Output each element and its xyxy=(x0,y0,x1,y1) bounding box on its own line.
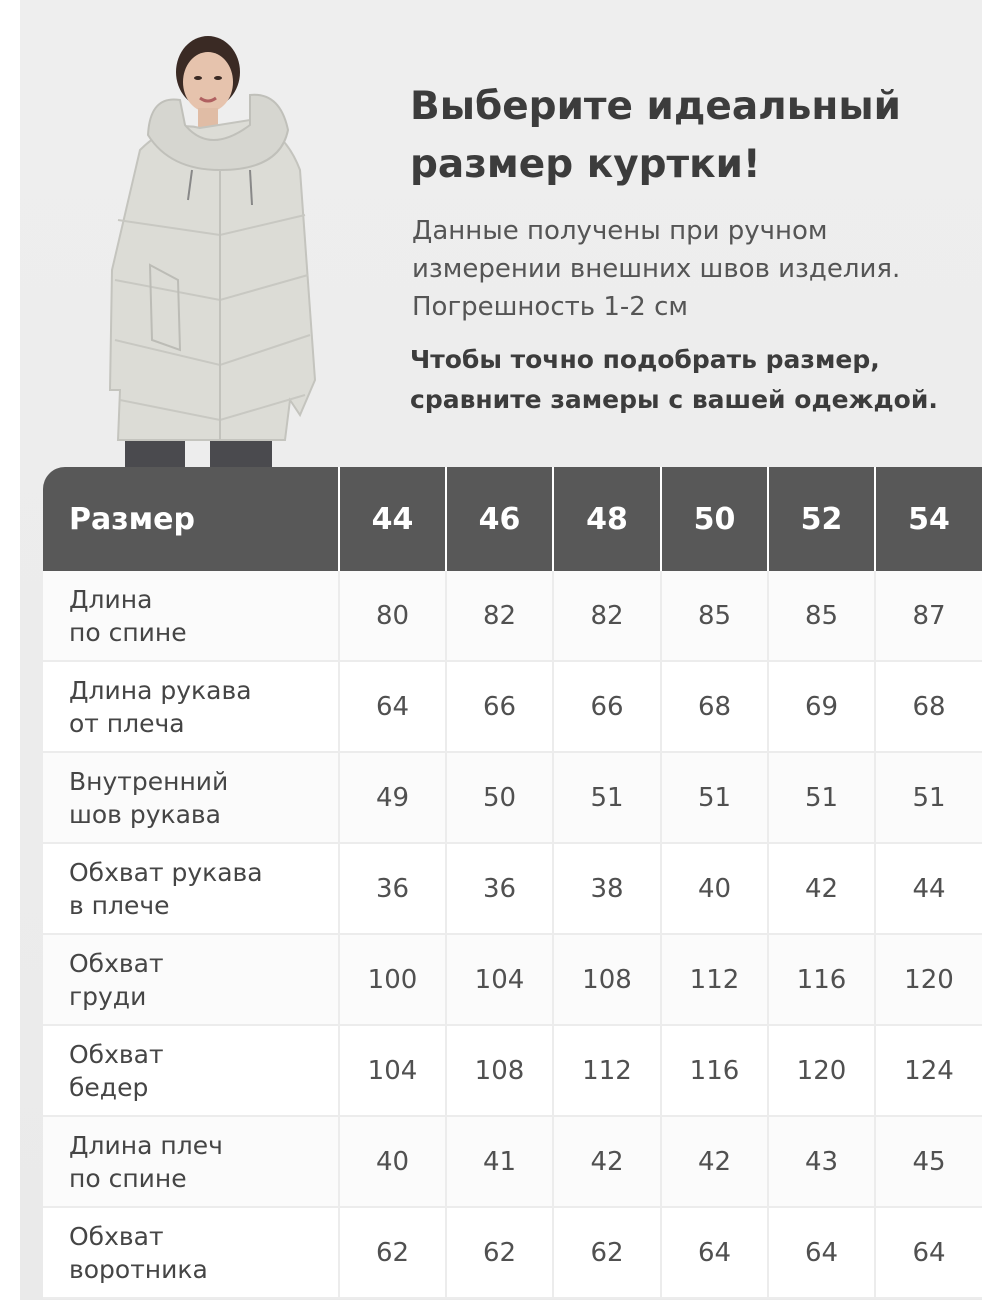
size-header-label: Размер xyxy=(43,467,339,571)
table-cell: 51 xyxy=(553,752,661,843)
table-cell: 51 xyxy=(768,752,875,843)
size-header-cell: 44 xyxy=(339,467,446,571)
table-cell: 45 xyxy=(875,1116,982,1207)
table-row xyxy=(43,1116,982,1207)
table-cell: 42 xyxy=(768,843,875,934)
table-cell: 49 xyxy=(339,752,446,843)
table-cell: 64 xyxy=(661,1207,768,1298)
table-cell: 66 xyxy=(446,661,553,752)
size-table xyxy=(43,467,982,1299)
measurement-label-line-2: по спине xyxy=(69,1163,187,1193)
table-row xyxy=(43,843,982,934)
measurement-description xyxy=(412,212,972,326)
table-cell: 82 xyxy=(553,571,661,661)
table-cell: 108 xyxy=(446,1025,553,1116)
table-cell: 36 xyxy=(339,843,446,934)
measurement-label-line-2: в плече xyxy=(69,890,170,920)
table-cell: 112 xyxy=(661,934,768,1025)
table-cell: 87 xyxy=(875,571,982,661)
measurement-label-line-2: по спине xyxy=(69,617,187,647)
measurement-label-line-1: Обхват xyxy=(69,1221,164,1251)
size-header-cell: 50 xyxy=(661,467,768,571)
measurement-label-line-1: Обхват рукава xyxy=(69,857,263,887)
table-cell: 100 xyxy=(339,934,446,1025)
size-header-cell: 46 xyxy=(446,467,553,571)
table-cell: 51 xyxy=(661,752,768,843)
table-cell: 104 xyxy=(339,1025,446,1116)
measurement-label xyxy=(43,934,339,1025)
measurement-label xyxy=(43,1207,339,1298)
measurement-label-line-1: Обхват xyxy=(69,1039,164,1069)
table-row xyxy=(43,752,982,843)
table-row xyxy=(43,934,982,1025)
table-cell: 64 xyxy=(875,1207,982,1298)
table-cell: 104 xyxy=(446,934,553,1025)
measurement-label-line-1: Внутренний xyxy=(69,766,229,796)
measurement-label xyxy=(43,571,339,661)
table-body xyxy=(43,571,982,1298)
table-cell: 62 xyxy=(446,1207,553,1298)
table-cell: 41 xyxy=(446,1116,553,1207)
title-line-2: размер куртки! xyxy=(410,142,761,187)
table-cell: 43 xyxy=(768,1116,875,1207)
measurement-label xyxy=(43,843,339,934)
description-line-1: Данные получены при ручном xyxy=(412,216,828,246)
table-cell: 108 xyxy=(553,934,661,1025)
measurement-label-line-1: Длина плеч xyxy=(69,1130,223,1160)
table-cell: 85 xyxy=(661,571,768,661)
measurement-label-line-1: Длина рукава xyxy=(69,675,252,705)
table-row xyxy=(43,1207,982,1298)
note-line-1: Чтобы точно подобрать размер, xyxy=(410,345,880,374)
model-photo xyxy=(100,20,340,470)
size-header-cell: 52 xyxy=(768,467,875,571)
table-cell: 62 xyxy=(553,1207,661,1298)
page-title xyxy=(410,78,970,194)
fitting-note xyxy=(410,340,970,420)
measurement-label-line-2: шов рукава xyxy=(69,799,221,829)
table-cell: 120 xyxy=(875,934,982,1025)
table-row xyxy=(43,1025,982,1116)
table-cell: 124 xyxy=(875,1025,982,1116)
table-cell: 82 xyxy=(446,571,553,661)
table-cell: 116 xyxy=(661,1025,768,1116)
title-line-1: Выберите идеальный xyxy=(410,84,901,129)
table-cell: 68 xyxy=(875,661,982,752)
description-line-3: Погрешность 1-2 см xyxy=(412,292,688,322)
table-cell: 64 xyxy=(339,661,446,752)
table-cell: 112 xyxy=(553,1025,661,1116)
table-cell: 36 xyxy=(446,843,553,934)
table-cell: 66 xyxy=(553,661,661,752)
table-header-row xyxy=(43,467,982,571)
table-cell: 50 xyxy=(446,752,553,843)
table-cell: 80 xyxy=(339,571,446,661)
measurement-label-line-2: воротника xyxy=(69,1254,208,1284)
table-cell: 42 xyxy=(661,1116,768,1207)
measurement-label xyxy=(43,661,339,752)
table-row xyxy=(43,571,982,661)
table-cell: 64 xyxy=(768,1207,875,1298)
measurement-label-line-1: Обхват xyxy=(69,948,164,978)
table-row xyxy=(43,661,982,752)
measurement-label-line-2: от плеча xyxy=(69,708,185,738)
table-cell: 51 xyxy=(875,752,982,843)
table-cell: 85 xyxy=(768,571,875,661)
table-cell: 40 xyxy=(661,843,768,934)
measurement-label xyxy=(43,752,339,843)
note-line-2: сравните замеры с вашей одеждой. xyxy=(410,385,938,414)
table-cell: 62 xyxy=(339,1207,446,1298)
table-cell: 44 xyxy=(875,843,982,934)
table-cell: 42 xyxy=(553,1116,661,1207)
size-header-cell: 48 xyxy=(553,467,661,571)
measurement-label-line-1: Длина xyxy=(69,584,153,614)
table-cell: 68 xyxy=(661,661,768,752)
table-cell: 116 xyxy=(768,934,875,1025)
measurement-label xyxy=(43,1025,339,1116)
table-cell: 40 xyxy=(339,1116,446,1207)
table-cell: 69 xyxy=(768,661,875,752)
size-header-cell: 54 xyxy=(875,467,982,571)
measurement-label-line-2: груди xyxy=(69,981,147,1011)
measurement-label xyxy=(43,1116,339,1207)
description-line-2: измерении внешних швов изделия. xyxy=(412,254,901,284)
measurement-label-line-2: бедер xyxy=(69,1072,149,1102)
table-cell: 38 xyxy=(553,843,661,934)
table-cell: 120 xyxy=(768,1025,875,1116)
